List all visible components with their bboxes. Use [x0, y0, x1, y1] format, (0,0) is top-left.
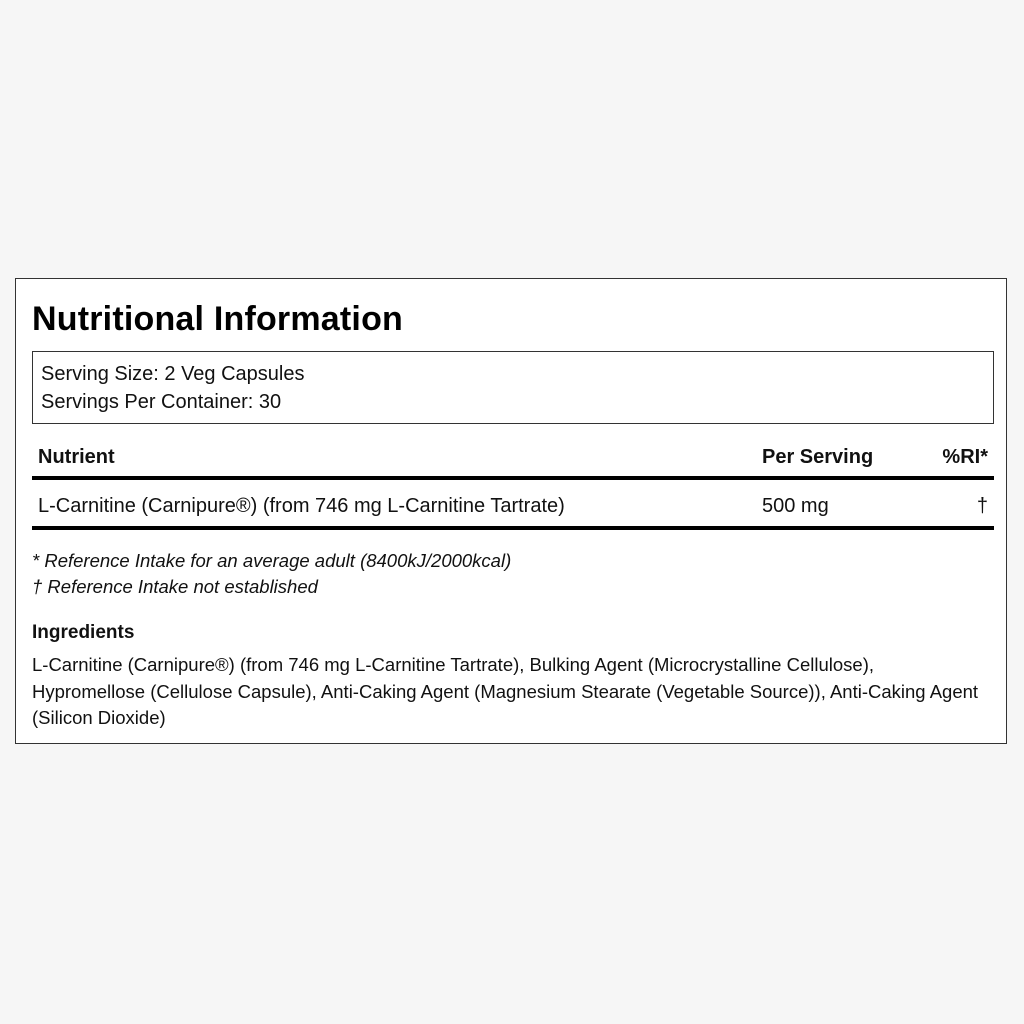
table-row: [32, 480, 994, 530]
servings-per-container: Servings Per Container: 30: [41, 391, 282, 413]
ingredients-text: L-Carnitine (Carnipure®) (from 746 mg L-Carnitine Tartrate), Bulking Agent (Microcrystalline Cellulose), Hypromellose (Cellulose Capsule), Anti-Caking Agent (Magnesium Stearate (Vegetable Source)), Anti-Caking Agent (Silicon Dioxide): [32, 654, 979, 728]
row-nutrient: L-Carnitine (Carnipure®) (from 746 mg L-Carnitine Tartrate): [38, 495, 565, 517]
serving-size: Serving Size: 2 Veg Capsules: [41, 363, 305, 385]
footnote-reference-intake: * Reference Intake for an average adult (8400kJ/2000kcal): [32, 550, 512, 571]
page-title: Nutritional Information: [32, 300, 404, 338]
header-ri: %RI*: [942, 446, 988, 468]
serving-info-box: [32, 351, 994, 424]
header-nutrient: Nutrient: [38, 446, 115, 468]
row-ri: †: [976, 495, 988, 517]
nutrient-table-header: [32, 442, 994, 480]
header-per-serving: Per Serving: [762, 446, 874, 468]
ingredients-heading: Ingredients: [32, 622, 135, 643]
nutrition-panel: [15, 278, 1007, 744]
footnote-not-established: † Reference Intake not established: [32, 576, 318, 597]
row-per-serving: 500 mg: [762, 495, 829, 517]
